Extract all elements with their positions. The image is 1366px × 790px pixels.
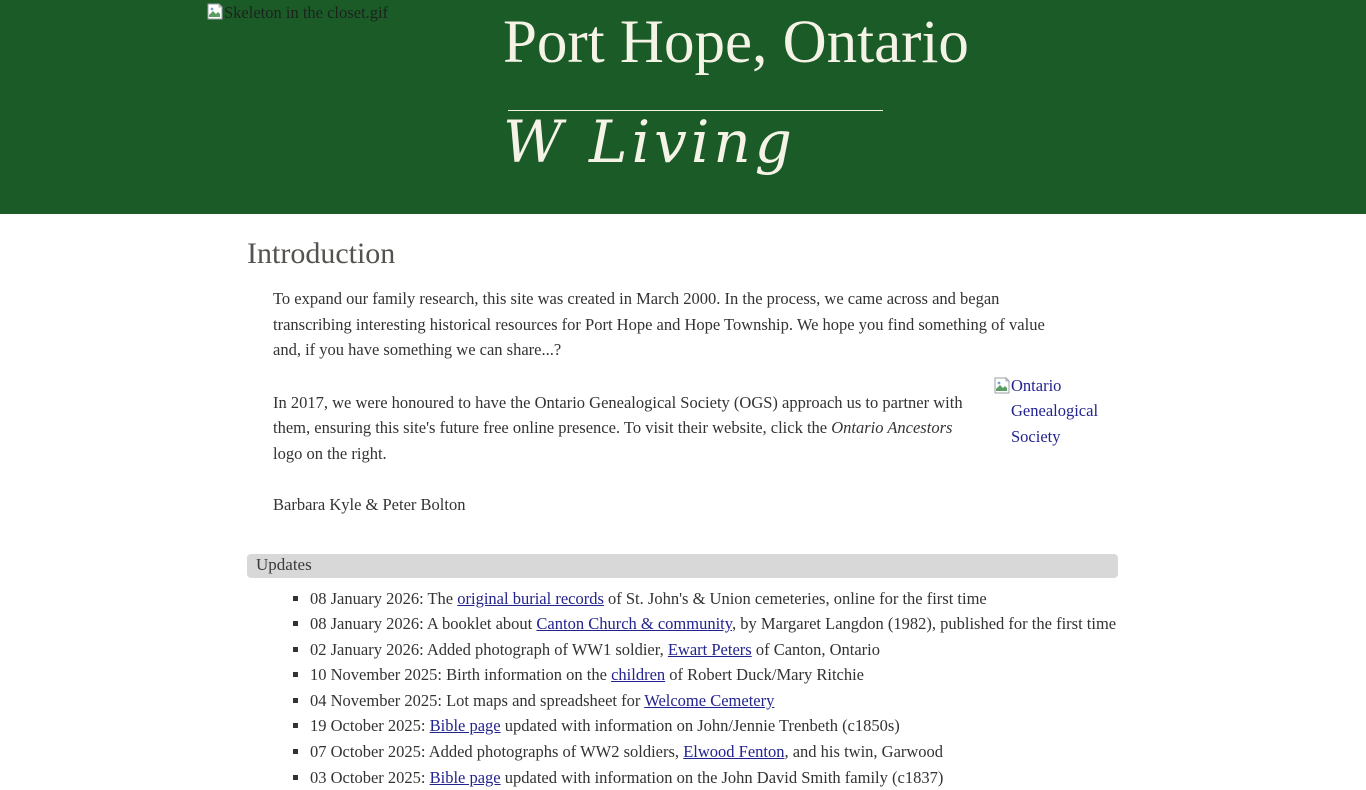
update-link-ewart-peters[interactable]: Ewart Peters [668, 640, 752, 659]
update-text: , by Margaret Langdon (1982), published for the first time [732, 614, 1116, 633]
intro-paragraph-2 [273, 390, 1073, 467]
intro-heading: Introduction [247, 237, 1118, 270]
update-text: 07 October 2025: Added photographs of WW2 soldiers, [310, 742, 683, 761]
ogs-logo-alt-text: Ontario Genealogical Society [1011, 373, 1098, 450]
skeleton-broken-image [206, 3, 388, 23]
update-link-welcome-cemetery[interactable]: Welcome Cemetery [644, 691, 774, 710]
ontario-ancestors-name: Ontario Ancestors [831, 418, 952, 437]
update-text: of Robert Duck/Mary Ritchie [665, 665, 864, 684]
ogs-logo-link[interactable] [993, 373, 1085, 450]
update-item [310, 765, 1118, 790]
main-content [247, 237, 1118, 790]
intro-paragraph-2-end: logo on the right. [273, 444, 387, 463]
update-text: 19 October 2025: [310, 716, 430, 735]
update-text: 08 January 2026: The [310, 589, 457, 608]
updates-list [247, 586, 1118, 790]
update-item [310, 586, 1118, 612]
updates-section-header: Updates [247, 554, 1118, 578]
update-text: 08 January 2026: A booklet about [310, 614, 536, 633]
site-header [0, 0, 1366, 214]
signature-line: Barbara Kyle & Peter Bolton [273, 492, 1073, 518]
skeleton-image-alt-text: Skeleton in the closet.gif [224, 3, 388, 23]
update-item [310, 713, 1118, 739]
update-item [310, 662, 1118, 688]
update-link-canton-church[interactable]: Canton Church & community [536, 614, 732, 633]
update-item [310, 611, 1118, 637]
update-link-original-burial-records[interactable]: original burial records [457, 589, 604, 608]
page-title: Port Hope, Ontario [503, 2, 969, 84]
intro-paragraph-1: To expand our family research, this site was created in March 2000. In the process, we came across and began transcribing interesting historical resources for Port Hope and Hope Township. We hope you find something of value and, if you have something we can share...? [273, 286, 1073, 363]
update-item [310, 637, 1118, 663]
update-text: of St. John's & Union cemeteries, online for the first time [604, 589, 987, 608]
update-text: updated with information on John/Jennie Trenbeth (c1850s) [501, 716, 900, 735]
update-link-bible-page-trenbeth[interactable]: Bible page [430, 716, 501, 735]
broken-image-icon [993, 377, 1010, 394]
update-link-elwood-fenton[interactable]: Elwood Fenton [683, 742, 784, 761]
site-monogram: W Living [503, 108, 796, 176]
update-text: of Canton, Ontario [752, 640, 880, 659]
update-link-children[interactable]: children [611, 665, 665, 684]
update-item [310, 739, 1118, 765]
update-text: updated with information on the John David Smith family (c1837) [501, 768, 944, 787]
update-text: 10 November 2025: Birth information on the [310, 665, 611, 684]
update-text: 03 October 2025: [310, 768, 430, 787]
update-text: 04 November 2025: Lot maps and spreadsheet for [310, 691, 644, 710]
broken-image-icon [206, 3, 223, 20]
update-item [310, 688, 1118, 714]
intro-paragraph-2-text: In 2017, we were honoured to have the Ontario Genealogical Society (OGS) approach us to partner with them, ensuring this site's future free online presence. To visit their website, click the [273, 393, 963, 438]
update-link-bible-page-smith[interactable]: Bible page [430, 768, 501, 787]
update-text: 02 January 2026: Added photograph of WW1 soldier, [310, 640, 668, 659]
update-text: , and his twin, Garwood [784, 742, 943, 761]
